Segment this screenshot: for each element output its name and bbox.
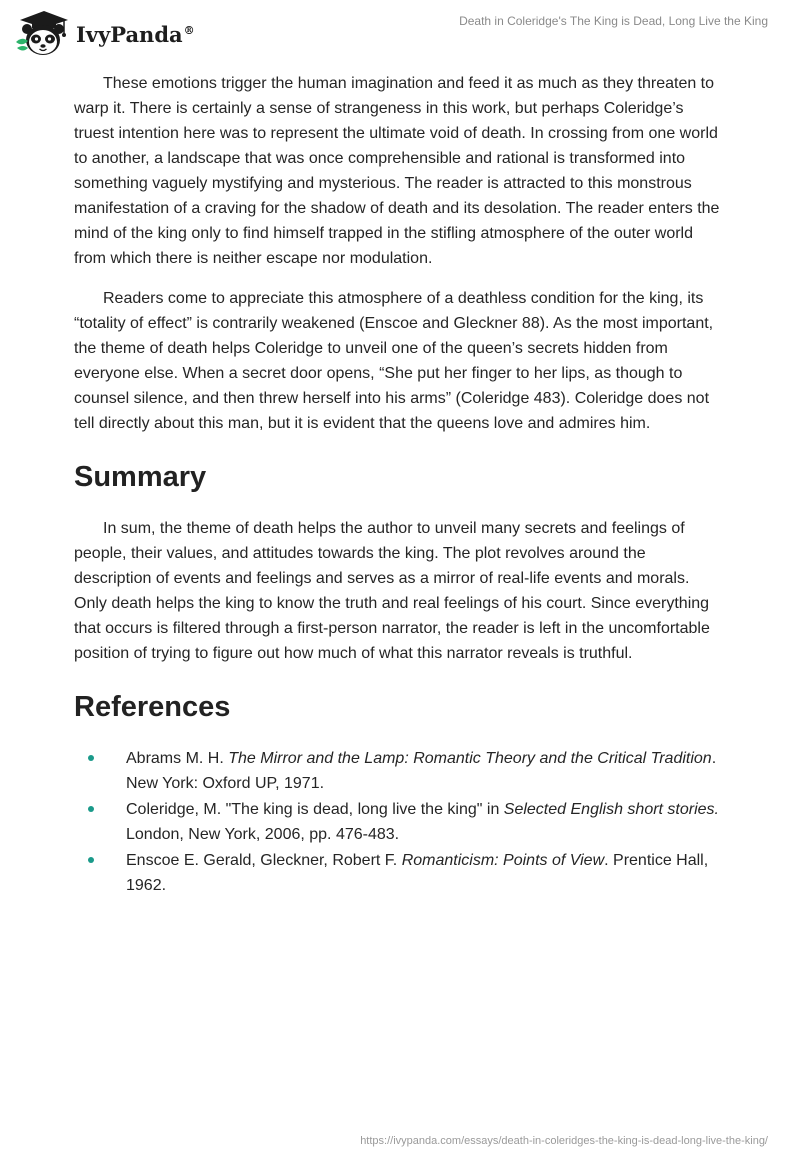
reference-publication: . Prentice Hall, 1962.: [126, 852, 709, 894]
reference-item: [74, 746, 726, 796]
reference-text: Coleridge, M. "The king is dead, long live the king" in: [126, 801, 504, 818]
references-heading: References: [74, 691, 231, 723]
brand-logo[interactable]: [14, 8, 195, 58]
brand-name: IvyPanda®: [76, 21, 195, 47]
panda-graduate-icon: [14, 8, 70, 58]
reference-title: Romanticism: Points of View: [401, 852, 605, 869]
reference-text: Enscoe E. Gerald, Gleckner, Robert F.: [126, 852, 402, 869]
body-paragraph: Readers come to appreciate this atmosphere of a deathless condition for the king, its “totality of effect” is contrarily weakened (Enscoe and Gleckner 88). As the most important, the theme of death helps Coleridge to unveil one of the queen’s secrets hidden from everyone else. When a secret door opens, “She put her finger to her lips, as though to counsel silence, and then threw herself into his arms” (Coleridge 483). Coleridge does not tell directly about this man, but it is evident that the queens love and admires him.: [74, 290, 714, 432]
document-title: Death in Coleridge's The King is Dead, Long Live the King: [459, 14, 768, 28]
reference-title: Selected English short stories.: [503, 801, 719, 818]
reference-item: [74, 797, 726, 847]
summary-heading: Summary: [74, 461, 207, 493]
reference-item: [74, 848, 726, 898]
summary-paragraph: In sum, the theme of death helps the author to unveil many secrets and feelings of people, their values, and attitudes towards the king. The plot revolves around the description of events and feelings and serves as a mirror of real-life events and morals. Only death helps the king to know the truth and real feelings of his court. Since everything that occurs is filtered through a first-person narrator, the reader is left in the uncomfortable position of trying to figure out how much of what this narrator reveals is truthful.: [74, 520, 710, 662]
reference-publication: London, New York, 2006, pp. 476-483.: [126, 826, 400, 843]
bullet-dot-icon: [88, 857, 94, 863]
body-paragraph: These emotions trigger the human imagination and feed it as much as they threaten to warp it. There is certainly a sense of strangeness in this work, but perhaps Coleridge’s truest intention here was to represent the ultimate void of death. In crossing from one world to another, a landscape that was once comprehensible and rational is transformed into something vaguely mystifying and mysterious. The reader is attracted to this monstrous manifestation of a craving for the shadow of death and its desolation. The reader enters the mind of the king only to find himself trapped in the stifling atmosphere of the outer world from which there is neither escape nor modulation.: [74, 75, 720, 267]
bullet-dot-icon: [88, 806, 94, 812]
registered-mark: ®: [183, 23, 195, 37]
reference-publication: . New York: Oxford UP, 1971.: [126, 750, 717, 792]
reference-title: The Mirror and the Lamp: Romantic Theory and the Critical Tradition: [228, 750, 712, 767]
bullet-dot-icon: [88, 755, 94, 761]
references-list: [74, 746, 726, 898]
essay-content: [74, 71, 726, 899]
source-url-link[interactable]: https://ivypanda.com/essays/death-in-coleridges-the-king-is-dead-long-live-the-king/: [360, 1135, 768, 1147]
reference-text: Abrams M. H.: [126, 750, 229, 767]
page-header: [0, 0, 800, 62]
